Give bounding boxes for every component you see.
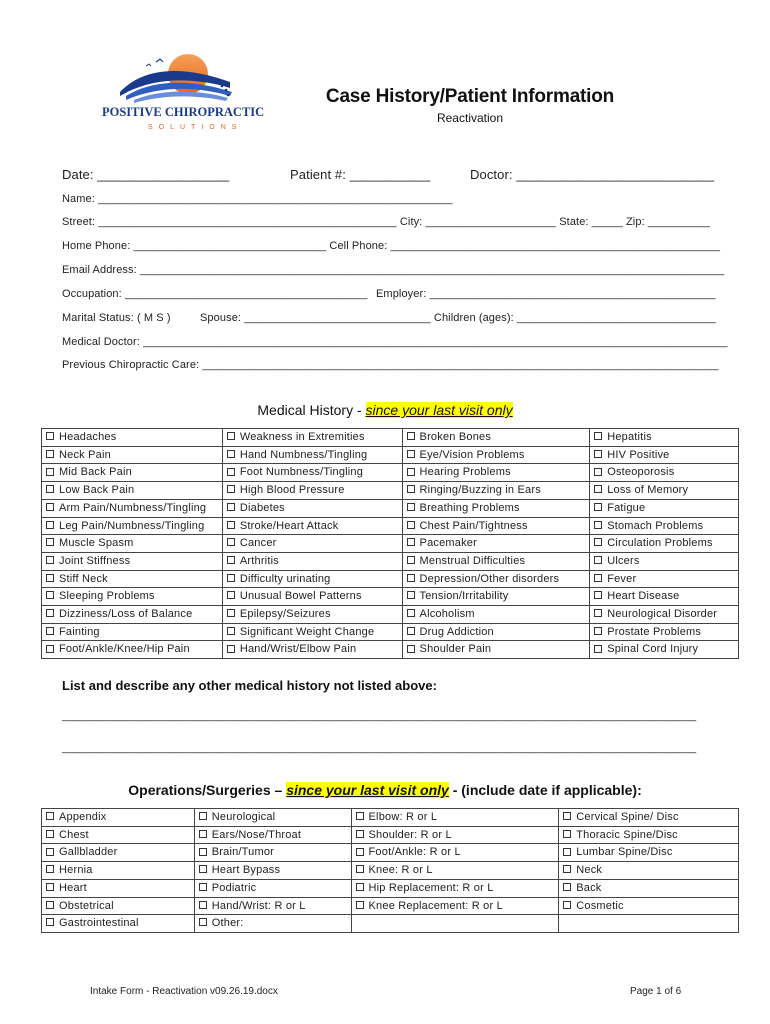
checkbox-label: Stiff Neck <box>59 572 108 585</box>
checkbox-label: Brain/Tumor <box>211 846 275 859</box>
checkbox-label: Circulation Problems <box>607 537 713 550</box>
logo-graphic <box>100 52 270 132</box>
checkbox-icon[interactable] <box>407 609 415 617</box>
checkbox-icon[interactable] <box>46 556 54 564</box>
surgeries-cell <box>42 844 195 862</box>
checkbox-icon[interactable] <box>199 883 207 891</box>
checkbox-label: Pacemaker <box>419 537 477 550</box>
checkbox-label: Hip Replacement: R or L <box>368 881 494 894</box>
checkbox-icon[interactable] <box>199 901 207 909</box>
checkbox-label: Weakness in Extremities <box>239 431 365 443</box>
checkbox-icon[interactable] <box>407 432 415 440</box>
medical-history-row <box>42 606 739 624</box>
checkbox-label: Knee Replacement: R or L <box>368 899 503 912</box>
checkbox-icon[interactable] <box>227 591 235 599</box>
checkbox-icon[interactable] <box>227 609 235 617</box>
surgeries-cell <box>42 809 195 827</box>
checkbox-icon[interactable] <box>199 812 207 820</box>
medical-history-cell <box>42 446 223 464</box>
checkbox-label: Leg Pain/Numbness/Tingling <box>59 519 205 532</box>
employer-field[interactable]: Employer: ______________________________________________ <box>376 288 716 300</box>
checkbox-label: Cervical Spine/ Disc <box>576 811 679 823</box>
checkbox-label: Prostate Problems <box>607 625 702 638</box>
medical-history-cell <box>42 429 223 447</box>
surgeries-cell <box>42 897 195 915</box>
checkbox-icon[interactable] <box>227 468 235 476</box>
checkbox-icon[interactable] <box>594 468 602 476</box>
medical-history-cell <box>42 499 223 517</box>
checkbox-label: Diabetes <box>239 501 285 514</box>
checkbox-label: Menstrual Difficulties <box>419 554 526 567</box>
checkbox-icon[interactable] <box>407 450 415 458</box>
surgeries-row <box>42 897 739 915</box>
checkbox-label: Osteoporosis <box>607 466 675 479</box>
checkbox-icon[interactable] <box>46 883 54 891</box>
checkbox-label: Neck <box>576 864 603 877</box>
checkbox-label: Neurological Disorder <box>607 608 718 621</box>
medical-history-cell <box>590 446 739 464</box>
checkbox-label: Hepatitis <box>607 431 652 443</box>
checkbox-label: Ringing/Buzzing in Ears <box>419 484 541 497</box>
medical-history-row <box>42 482 739 500</box>
surgeries-cell <box>351 897 559 915</box>
checkbox-label: Back <box>576 881 602 894</box>
medical-history-row <box>42 517 739 535</box>
checkbox-label: Knee: R or L <box>368 864 433 877</box>
checkbox-icon[interactable] <box>227 645 235 653</box>
medical-history-row <box>42 552 739 570</box>
checkbox-icon[interactable] <box>563 883 571 891</box>
surgeries-row <box>42 862 739 880</box>
checkbox-label: Shoulder Pain <box>419 643 492 656</box>
checkbox-icon[interactable] <box>594 591 602 599</box>
medical-history-cell <box>222 606 402 624</box>
surgeries-cell <box>194 915 351 933</box>
checkbox-label: Other: <box>211 917 244 930</box>
checkbox-label: Hand Numbness/Tingling <box>239 448 368 461</box>
checkbox-icon[interactable] <box>46 609 54 617</box>
checkbox-label: Loss of Memory <box>607 484 689 497</box>
checkbox-icon[interactable] <box>46 918 54 926</box>
medical-history-cell <box>590 588 739 606</box>
surgeries-cell <box>351 809 559 827</box>
checkbox-label: Cancer <box>239 537 277 550</box>
surgeries-cell <box>351 844 559 862</box>
checkbox-label: Tension/Irritability <box>419 590 509 603</box>
checkbox-label: Arthritis <box>239 554 279 567</box>
medical-history-cell <box>590 552 739 570</box>
checkbox-label: Foot Numbness/Tingling <box>239 466 364 479</box>
medical-history-cell <box>222 482 402 500</box>
medical-history-cell <box>222 517 402 535</box>
medical-history-row <box>42 464 739 482</box>
marital-status-field[interactable]: Marital Status: ( M S ) <box>62 312 171 324</box>
occupation-field[interactable]: Occupation: _______________________________________ <box>62 288 368 300</box>
checkbox-icon[interactable] <box>46 450 54 458</box>
checkbox-label: Obstetrical <box>59 899 114 912</box>
medical-history-row <box>42 499 739 517</box>
surgeries-cell <box>559 809 739 827</box>
medical-history-cell <box>222 588 402 606</box>
checkbox-icon[interactable] <box>199 848 207 856</box>
checkbox-label: Gallbladder <box>59 846 118 859</box>
checkbox-label: Podiatric <box>211 881 257 894</box>
checkbox-label: HIV Positive <box>607 448 670 461</box>
checkbox-icon[interactable] <box>594 609 602 617</box>
medical-history-cell <box>590 429 739 447</box>
checkbox-icon[interactable] <box>407 503 415 511</box>
email-field[interactable]: Email Address: ______________________________________________________________________________________________ <box>62 264 725 276</box>
checkbox-icon[interactable] <box>407 538 415 546</box>
page-subtitle: Reactivation <box>436 111 504 125</box>
previous-care-field[interactable]: Previous Chiropractic Care: ___________________________________________________________________________________ <box>62 359 719 371</box>
checkbox-icon[interactable] <box>46 645 54 653</box>
phone-fields[interactable]: Home Phone: _______________________________ Cell Phone: _____________________________________________________ <box>62 240 721 252</box>
medical-history-cell <box>402 570 590 588</box>
checkbox-icon[interactable] <box>46 591 54 599</box>
checkbox-label: Foot/Ankle/Knee/Hip Pain <box>59 643 190 656</box>
medical-history-cell <box>590 606 739 624</box>
medical-history-cell <box>590 535 739 553</box>
medical-history-cell <box>222 570 402 588</box>
medical-history-cell <box>222 552 402 570</box>
footer-page-number: Page 1 of 6 <box>630 986 682 997</box>
surgeries-cell <box>559 915 739 933</box>
checkbox-icon[interactable] <box>46 521 54 529</box>
checkbox-label: Heart Bypass <box>211 864 281 877</box>
medical-history-cell <box>590 464 739 482</box>
checkbox-label: Epilepsy/Seizures <box>239 608 331 621</box>
medical-history-cell <box>402 517 590 535</box>
checkbox-label: Shoulder: R or L <box>368 828 452 841</box>
checkbox-icon[interactable] <box>407 556 415 564</box>
surgeries-cell <box>42 862 195 880</box>
checkbox-icon[interactable] <box>407 591 415 599</box>
other-history-line-2[interactable]: ______________________________________________________________________________________________________ <box>62 742 697 754</box>
checkbox-icon[interactable] <box>356 812 364 820</box>
surgeries-heading <box>0 782 770 798</box>
checkbox-label: Broken Bones <box>419 431 492 443</box>
checkbox-label: Mid Back Pain <box>59 466 132 479</box>
checkbox-icon[interactable] <box>407 485 415 493</box>
surgeries-cell <box>194 862 351 880</box>
surgeries-cell <box>559 862 739 880</box>
checkbox-label: Fainting <box>59 625 100 638</box>
checkbox-icon[interactable] <box>407 627 415 635</box>
checkbox-icon[interactable] <box>46 538 54 546</box>
surgeries-cell <box>559 897 739 915</box>
medical-history-cell <box>402 446 590 464</box>
medical-history-cell <box>42 570 223 588</box>
medical-history-cell <box>42 623 223 641</box>
surgeries-cell <box>42 915 195 933</box>
surgeries-cell <box>194 897 351 915</box>
date-field[interactable]: Date: __________________ <box>62 167 230 182</box>
medical-history-cell <box>402 552 590 570</box>
medical-history-cell <box>222 623 402 641</box>
checkbox-label: Ears/Nose/Throat <box>211 828 302 841</box>
checkbox-icon[interactable] <box>356 883 364 891</box>
checkbox-label: Appendix <box>59 811 107 823</box>
checkbox-label: Elbow: R or L <box>368 811 438 823</box>
checkbox-label: Hand/Wrist: R or L <box>211 899 306 912</box>
medical-history-cell <box>42 606 223 624</box>
checkbox-icon[interactable] <box>227 432 235 440</box>
checkbox-icon[interactable] <box>227 538 235 546</box>
medical-history-highlight: since your last visit only <box>365 402 513 418</box>
medical-history-cell <box>42 641 223 659</box>
checkbox-icon[interactable] <box>594 432 602 440</box>
checkbox-icon[interactable] <box>227 485 235 493</box>
surgeries-cell <box>194 809 351 827</box>
checkbox-label: Fatigue <box>607 501 646 514</box>
other-history-line-1[interactable]: ______________________________________________________________________________________________________ <box>62 710 697 722</box>
checkbox-label: Significant Weight Change <box>239 625 375 638</box>
medical-history-cell <box>590 641 739 659</box>
medical-history-cell <box>402 429 590 447</box>
medical-history-cell <box>222 535 402 553</box>
checkbox-label: Cosmetic <box>576 899 624 912</box>
checkbox-label: Unusual Bowel Patterns <box>239 590 362 603</box>
surgeries-cell <box>559 844 739 862</box>
spouse-children-field[interactable]: Spouse: ______________________________ Children (ages): ________________________________ <box>200 312 716 324</box>
checkbox-icon[interactable] <box>563 812 571 820</box>
surgeries-cell <box>42 879 195 897</box>
surgeries-row <box>42 809 739 827</box>
medical-history-cell <box>42 588 223 606</box>
checkbox-icon[interactable] <box>594 538 602 546</box>
medical-history-cell <box>222 429 402 447</box>
checkbox-label: Spinal Cord Injury <box>607 643 699 656</box>
checkbox-label: Fever <box>607 572 637 585</box>
medical-history-cell <box>42 464 223 482</box>
checkbox-label: Hearing Problems <box>419 466 511 479</box>
company-logo <box>100 52 270 132</box>
checkbox-icon[interactable] <box>46 503 54 511</box>
medical-history-cell <box>402 606 590 624</box>
other-history-heading: List and describe any other medical history not listed above: <box>62 678 437 693</box>
surgeries-cell <box>194 826 351 844</box>
checkbox-label: Thoracic Spine/Disc <box>576 828 678 841</box>
checkbox-label: Gastrointestinal <box>59 917 139 930</box>
checkbox-icon[interactable] <box>356 901 364 909</box>
checkbox-icon[interactable] <box>356 848 364 856</box>
checkbox-icon[interactable] <box>227 574 235 582</box>
checkbox-icon[interactable] <box>594 485 602 493</box>
surgeries-row <box>42 826 739 844</box>
doctor-field[interactable]: Doctor: ___________________________ <box>470 167 715 182</box>
medical-history-row <box>42 588 739 606</box>
medical-history-row <box>42 429 739 447</box>
checkbox-icon[interactable] <box>46 865 54 873</box>
checkbox-icon[interactable] <box>407 574 415 582</box>
surgeries-heading-prefix: Operations/Surgeries – <box>128 782 287 798</box>
surgeries-cell <box>351 862 559 880</box>
surgeries-row <box>42 879 739 897</box>
checkbox-icon[interactable] <box>594 450 602 458</box>
checkbox-icon[interactable] <box>46 830 54 838</box>
checkbox-label: Chest Pain/Tightness <box>419 519 528 532</box>
checkbox-icon[interactable] <box>594 521 602 529</box>
medical-history-cell <box>402 464 590 482</box>
checkbox-icon[interactable] <box>199 865 207 873</box>
checkbox-label: Neck Pain <box>59 448 111 461</box>
checkbox-label: Hand/Wrist/Elbow Pain <box>239 643 357 656</box>
checkbox-label: Foot/Ankle: R or L <box>368 846 461 859</box>
checkbox-label: Chest <box>59 828 89 841</box>
checkbox-icon[interactable] <box>227 503 235 511</box>
medical-history-cell <box>590 623 739 641</box>
checkbox-icon[interactable] <box>563 901 571 909</box>
checkbox-icon[interactable] <box>46 812 54 820</box>
checkbox-icon[interactable] <box>563 848 571 856</box>
checkbox-label: Sleeping Problems <box>59 590 155 603</box>
medical-history-cell <box>402 588 590 606</box>
medical-history-cell <box>222 464 402 482</box>
checkbox-icon[interactable] <box>227 450 235 458</box>
checkbox-icon[interactable] <box>46 901 54 909</box>
medical-history-cell <box>590 499 739 517</box>
checkbox-icon[interactable] <box>407 645 415 653</box>
checkbox-label: Stroke/Heart Attack <box>239 519 339 532</box>
checkbox-icon[interactable] <box>46 485 54 493</box>
surgeries-table <box>41 808 739 933</box>
surgeries-row <box>42 915 739 933</box>
surgeries-cell <box>351 879 559 897</box>
checkbox-icon[interactable] <box>46 848 54 856</box>
checkbox-icon[interactable] <box>563 865 571 873</box>
checkbox-label: Hernia <box>59 864 93 877</box>
street-city-state-zip-field[interactable]: Street: ________________________________________________ City: _____________________ State: _____ Zip: __________ <box>62 216 711 228</box>
medical-history-cell <box>590 482 739 500</box>
checkbox-label: Heart Disease <box>607 590 680 603</box>
medical-history-row <box>42 570 739 588</box>
surgeries-heading-suffix: - (include date if applicable): <box>448 782 642 798</box>
medical-history-cell <box>42 552 223 570</box>
surgeries-cell <box>194 879 351 897</box>
checkbox-label: Neurological <box>211 811 276 823</box>
checkbox-icon[interactable] <box>563 830 571 838</box>
medical-history-heading-text: Medical History - <box>257 402 366 418</box>
checkbox-label: Breathing Problems <box>419 501 520 514</box>
checkbox-icon[interactable] <box>356 830 364 838</box>
checkbox-label: Joint Stiffness <box>59 554 131 567</box>
surgeries-cell <box>559 879 739 897</box>
checkbox-icon[interactable] <box>594 503 602 511</box>
name-field[interactable]: Name: _________________________________________________________ <box>62 193 453 205</box>
checkbox-icon[interactable] <box>356 865 364 873</box>
logo-text-main: POSITIVE CHIROPRACTIC <box>102 105 265 119</box>
checkbox-icon[interactable] <box>594 627 602 635</box>
checkbox-label: Difficulty urinating <box>239 572 331 585</box>
surgeries-cell <box>351 826 559 844</box>
checkbox-label: Heart <box>59 881 87 894</box>
checkbox-label: Lumbar Spine/Disc <box>576 846 673 859</box>
surgeries-cell <box>42 826 195 844</box>
medical-history-cell <box>42 517 223 535</box>
checkbox-label: Dizziness/Loss of Balance <box>59 608 193 621</box>
medical-history-cell <box>222 641 402 659</box>
surgeries-cell <box>194 844 351 862</box>
checkbox-label: Arm Pain/Numbness/Tingling <box>59 501 207 514</box>
checkbox-label: Eye/Vision Problems <box>419 448 525 461</box>
page-title: Case History/Patient Information <box>325 86 615 107</box>
checkbox-icon[interactable] <box>199 830 207 838</box>
surgeries-highlight: since your last visit only <box>286 782 449 798</box>
medical-history-cell <box>590 517 739 535</box>
medical-history-row <box>42 446 739 464</box>
surgeries-cell <box>559 826 739 844</box>
medical-history-table <box>41 428 739 659</box>
checkbox-icon[interactable] <box>46 627 54 635</box>
medical-history-cell <box>402 499 590 517</box>
checkbox-icon[interactable] <box>199 918 207 926</box>
checkbox-icon[interactable] <box>227 627 235 635</box>
patient-number-field[interactable]: Patient #: ___________ <box>290 167 431 182</box>
medical-history-cell <box>42 535 223 553</box>
surgeries-row <box>42 844 739 862</box>
medical-history-cell <box>590 570 739 588</box>
medical-history-cell <box>42 482 223 500</box>
medical-history-row <box>42 641 739 659</box>
medical-history-cell <box>402 482 590 500</box>
checkbox-label: Alcoholism <box>419 608 475 621</box>
checkbox-label: Ulcers <box>607 554 640 567</box>
checkbox-label: Low Back Pain <box>59 484 135 497</box>
checkbox-icon[interactable] <box>594 645 602 653</box>
medical-history-cell <box>222 446 402 464</box>
medical-history-heading <box>0 402 770 418</box>
checkbox-label: High Blood Pressure <box>239 484 345 497</box>
checkbox-icon[interactable] <box>46 574 54 582</box>
medical-history-cell <box>402 535 590 553</box>
checkbox-label: Drug Addiction <box>419 625 494 638</box>
checkbox-label: Muscle Spasm <box>59 537 134 550</box>
checkbox-icon[interactable] <box>46 432 54 440</box>
footer-filename: Intake Form - Reactivation v09.26.19.docx <box>90 986 278 997</box>
medical-doctor-field[interactable]: Medical Doctor: ______________________________________________________________________________________________ <box>62 336 728 348</box>
surgeries-cell <box>351 915 559 933</box>
medical-history-cell <box>402 641 590 659</box>
checkbox-icon[interactable] <box>594 556 602 564</box>
checkbox-icon[interactable] <box>407 521 415 529</box>
checkbox-icon[interactable] <box>594 574 602 582</box>
medical-history-cell <box>222 499 402 517</box>
checkbox-label: Depression/Other disorders <box>419 572 560 585</box>
checkbox-icon[interactable] <box>407 468 415 476</box>
checkbox-label: Headaches <box>59 431 117 443</box>
logo-text-sub: SOLUTIONS <box>148 124 243 131</box>
medical-history-row <box>42 535 739 553</box>
checkbox-icon[interactable] <box>227 521 235 529</box>
medical-history-row <box>42 623 739 641</box>
checkbox-icon[interactable] <box>227 556 235 564</box>
medical-history-cell <box>402 623 590 641</box>
checkbox-label: Stomach Problems <box>607 519 704 532</box>
checkbox-icon[interactable] <box>46 468 54 476</box>
